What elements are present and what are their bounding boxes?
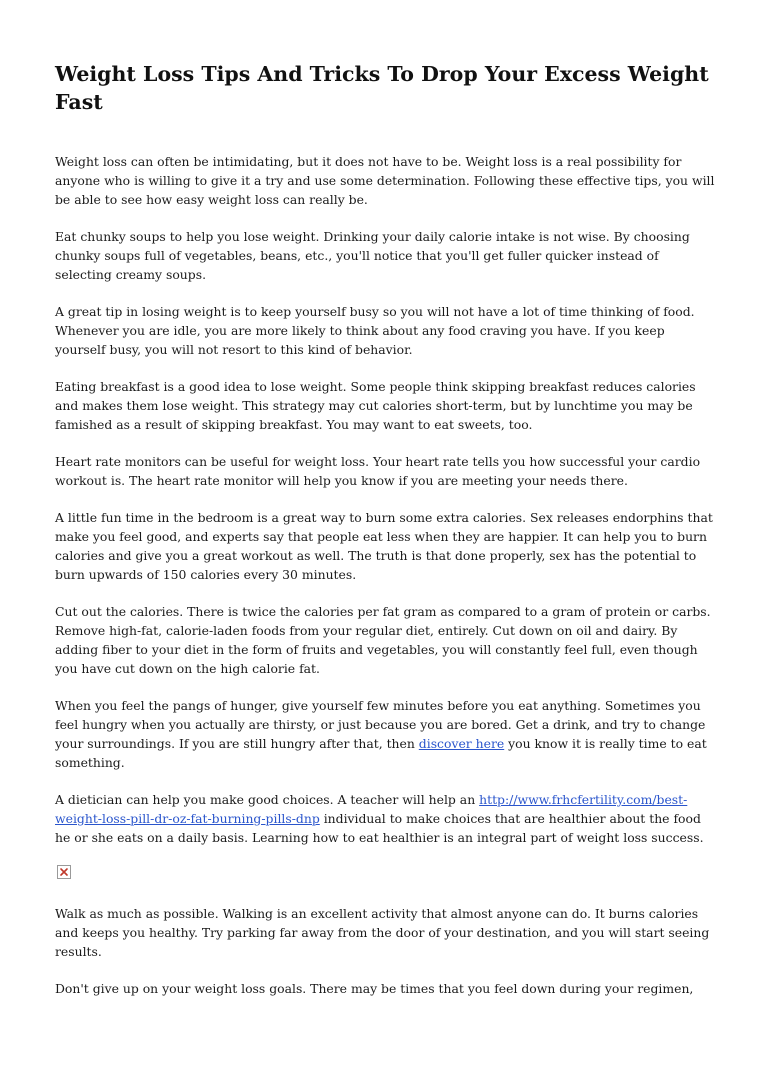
discover-here-link[interactable]: discover here <box>418 736 505 751</box>
paragraph-bedroom: A little fun time in the bedroom is a great way to burn some extra calories. Sex releases endorphins that make you feel good, and experts say that people eat less when they are happier. It can help you to burn calories and give you a great workout as well. The truth is that done properly, sex has the potential to burn upwards of 150 calories every 30 minutes. <box>55 510 713 582</box>
paragraph-dietician <box>55 790 715 847</box>
paragraph-walk: Walk as much as possible. Walking is an excellent activity that almost anyone can do. It burns calories and keeps you healthy. Try parking far away from the door of your destination, and you will start seeing results. <box>55 906 710 959</box>
paragraph-intro: Weight loss can often be intimidating, but it does not have to be. Weight loss is a real possibility for anyone who is willing to give it a try and use some determination. Following these effective tips, you will be able to see how easy weight loss can really be. <box>55 154 715 207</box>
paragraph-calories: Cut out the calories. There is twice the calories per fat gram as compared to a gram of protein or carbs. Remove high-fat, calorie-laden foods from your regular diet, entirely. Cut down on oil and dairy. By adding fiber to your diet in the form of fruits and vegetables, you will constantly feel full, even though you have cut down on the high calorie fat. <box>55 604 711 676</box>
text-segment: you know it is really time to eat something. <box>55 736 707 770</box>
text-segment: individual to make choices that are healthier about the food he or she eats on a daily basis. Learning how to eat healthier is an integral part of weight loss success. <box>55 811 704 845</box>
broken-image-x-icon <box>59 867 69 877</box>
paragraph-chunky-soups: Eat chunky soups to help you lose weight. Drinking your daily calorie intake is not wise. By choosing chunky soups full of vegetables, beans, etc., you'll notice that you'll get fuller quicker instead of selecting creamy soups. <box>55 229 690 282</box>
text-segment: When you feel the pangs of hunger, give yourself few minutes before you eat anything. Sometimes you feel hungry when you actually are thirsty, or just because you are bored. Get a drink, and try to change your surroundings. If you are still hungry after that, then <box>55 698 706 751</box>
paragraph-keep-busy: A great tip in losing weight is to keep yourself busy so you will not have a lot of time thinking of food. Whenever you are idle, you are more likely to think about any food craving you have. If you keep yourself busy, you will not resort to this kind of behavior. <box>55 304 695 357</box>
frhcfertility-link[interactable]: http://www.frhcfertility.com/best-weight-loss-pill-dr-oz-fat-burning-pills-dnp <box>55 792 688 826</box>
text-segment: A dietician can help you make good choices. A teacher will help an <box>55 792 480 807</box>
paragraph-heart-rate: Heart rate monitors can be useful for weight loss. Your heart rate tells you how successful your cardio workout is. The heart rate monitor will help you know if you are meeting your needs there. <box>55 454 701 488</box>
page-title: Weight Loss Tips And Tricks To Drop Your Excess Weight Fast <box>55 62 709 114</box>
paragraph-dont-give-up: Don't give up on your weight loss goals. There may be times that you feel down during your regimen, <box>55 981 694 996</box>
document-page <box>55 60 715 1016</box>
broken-image-icon <box>57 865 71 879</box>
paragraph-hunger <box>55 696 715 772</box>
paragraph-breakfast: Eating breakfast is a good idea to lose weight. Some people think skipping breakfast reduces calories and makes them lose weight. This strategy may cut calories short-term, but by lunchtime you may be famished as a result of skipping breakfast. You may want to eat sweets, too. <box>55 379 696 432</box>
